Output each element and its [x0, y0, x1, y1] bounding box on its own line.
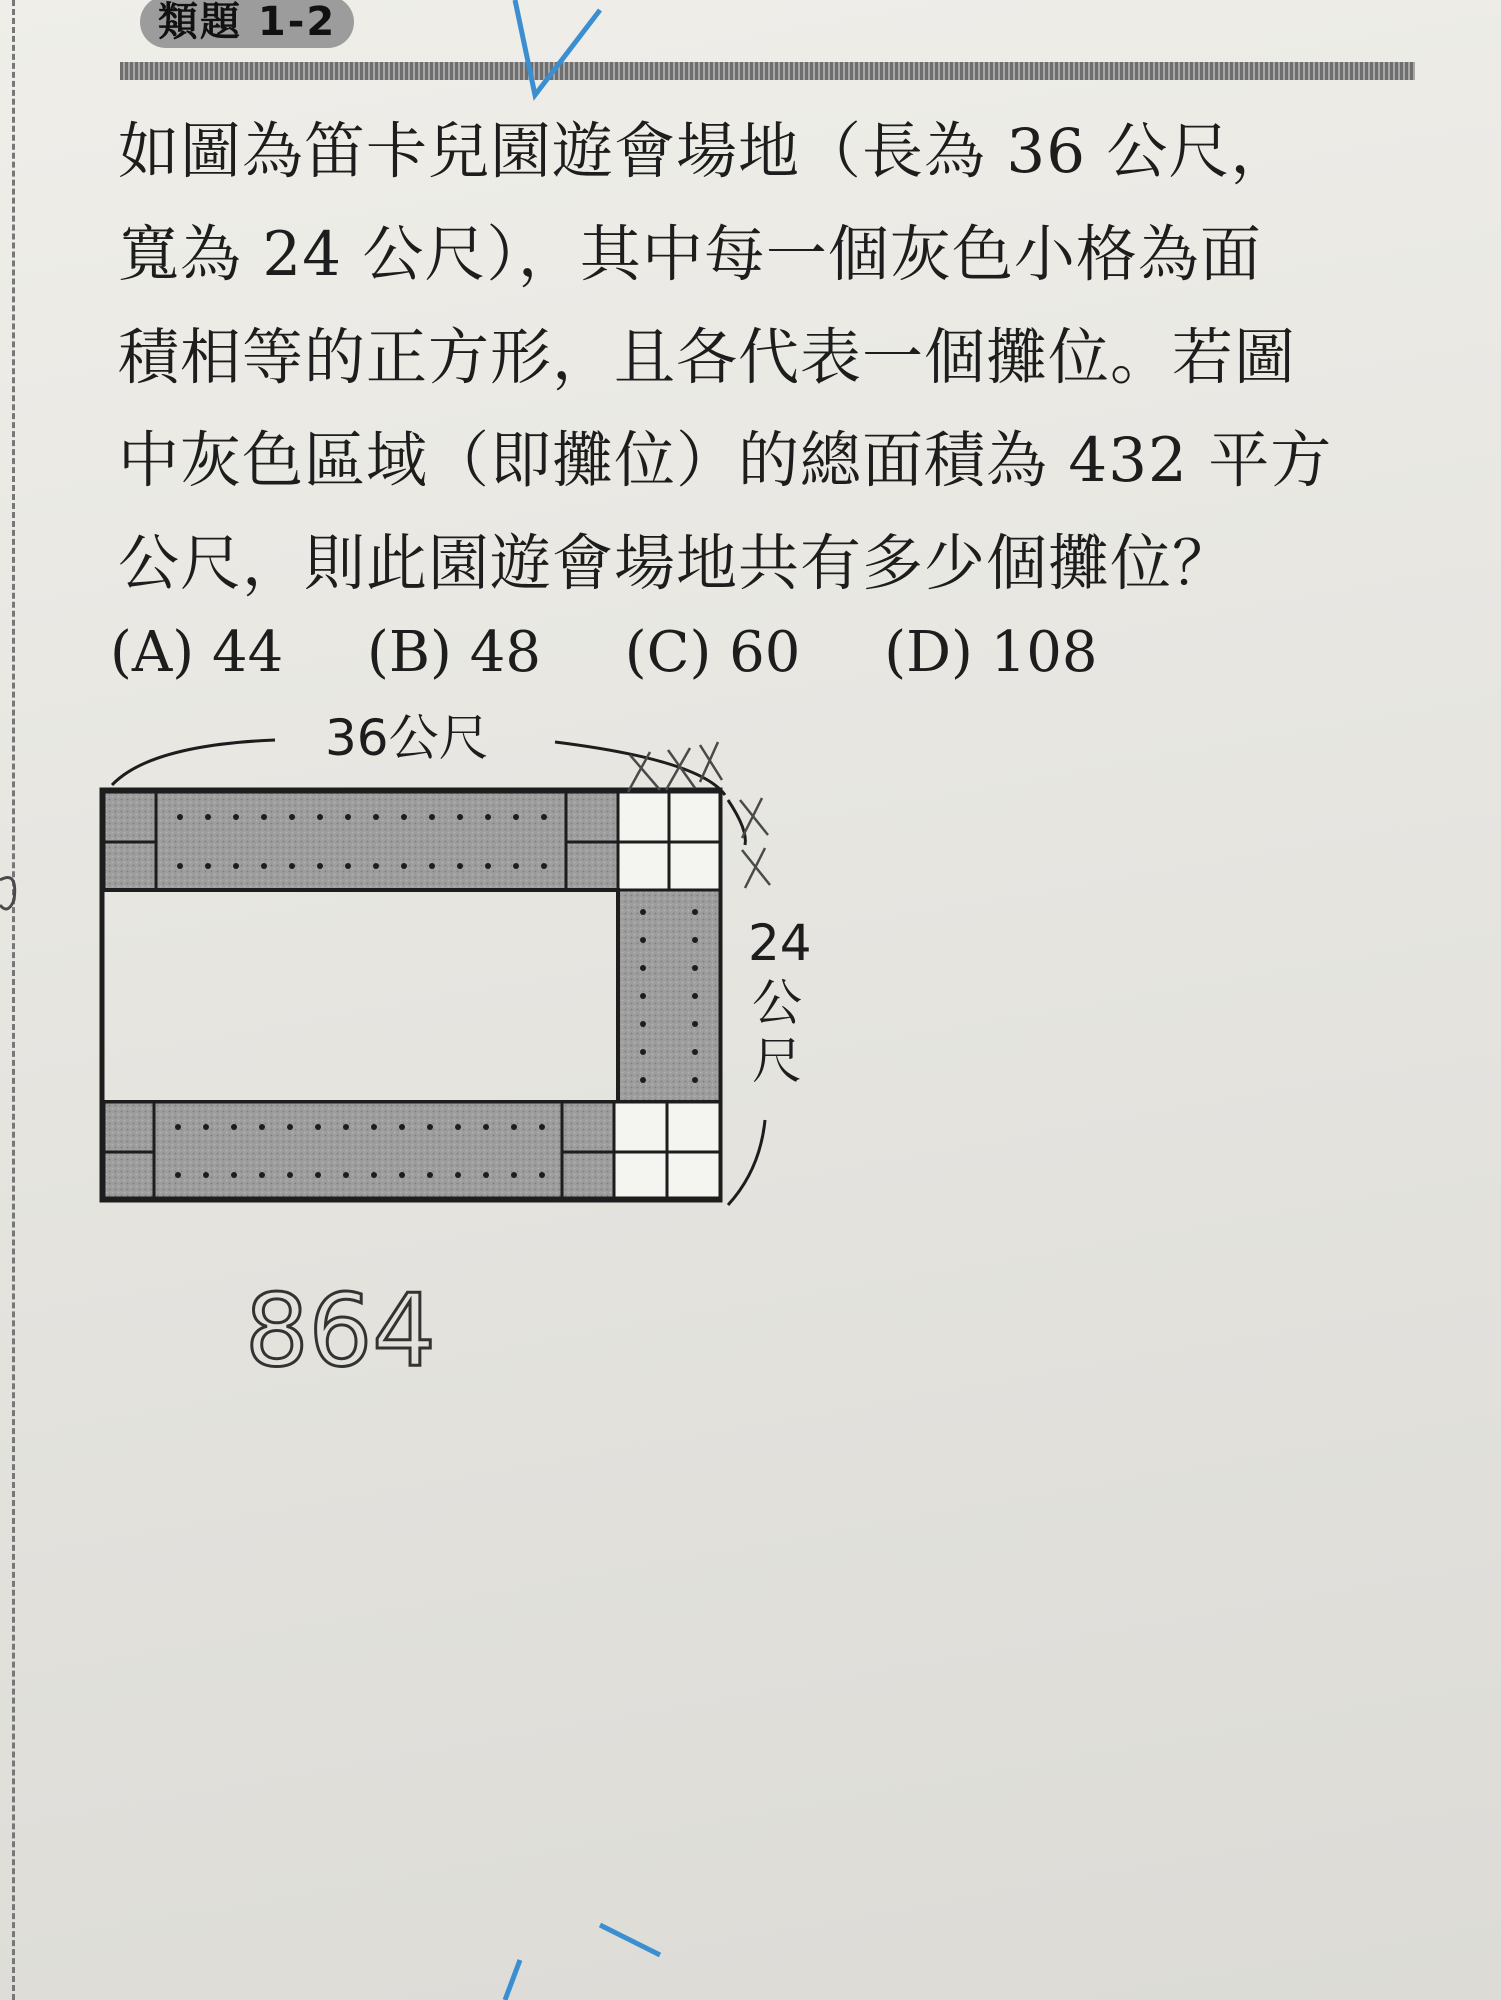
question-line-2: 寬為 24 公尺），其中每一個灰色小格為面 — [118, 219, 1262, 290]
option-b-key: (B) — [367, 620, 452, 685]
option-d-key: (D) — [884, 620, 973, 685]
problem-tag: 類題 1-2 — [140, 0, 354, 48]
booth-strip-bottom — [154, 1102, 562, 1198]
booth-small-square — [104, 1152, 154, 1198]
option-a-value: 44 — [211, 620, 284, 685]
empty-grid-top-right — [618, 792, 720, 890]
booth-small-square — [562, 1152, 614, 1198]
pen-check-mark-bottom — [505, 1925, 660, 2000]
booth-small-square — [104, 842, 156, 890]
width-dimension-bottom — [728, 1120, 765, 1205]
question-line-4: 中灰色區域（即攤位）的總面積為 432 平方 — [118, 425, 1333, 496]
question-line-5: 公尺，則此園遊會場地共有多少個攤位？ — [118, 528, 1235, 599]
length-dimension-left — [112, 740, 275, 785]
length-label: 36公尺 — [325, 709, 489, 767]
booth-small-square — [104, 1102, 154, 1152]
booth-strip-right — [618, 890, 720, 1102]
question-line-3: 積相等的正方形，且各代表一個攤位。若圖 — [118, 322, 1297, 393]
option-c-value: 60 — [729, 620, 801, 685]
margin-pencil-mark — [0, 878, 15, 910]
empty-grid-bottom-right — [614, 1102, 720, 1198]
booth-strip-top — [156, 792, 566, 890]
pen-check-mark-top — [515, 0, 600, 95]
option-d-value: 108 — [990, 620, 1098, 685]
booth-small-square — [562, 1102, 614, 1152]
option-a-key: (A) — [110, 620, 195, 685]
handwritten-answer: 864 — [245, 1272, 436, 1389]
width-label-unit-2: 尺 — [752, 1032, 802, 1090]
width-label-unit-1: 公 — [752, 974, 802, 1032]
option-c-key: (C) — [624, 620, 712, 685]
option-b-value: 48 — [469, 620, 541, 685]
booth-small-square — [104, 792, 156, 842]
question-line-1: 如圖為笛卡兒園遊會場地（長為 36 公尺， — [118, 116, 1293, 187]
booth-small-square — [566, 792, 618, 842]
booth-small-square — [566, 842, 618, 890]
width-label-number: 24 — [748, 914, 812, 972]
